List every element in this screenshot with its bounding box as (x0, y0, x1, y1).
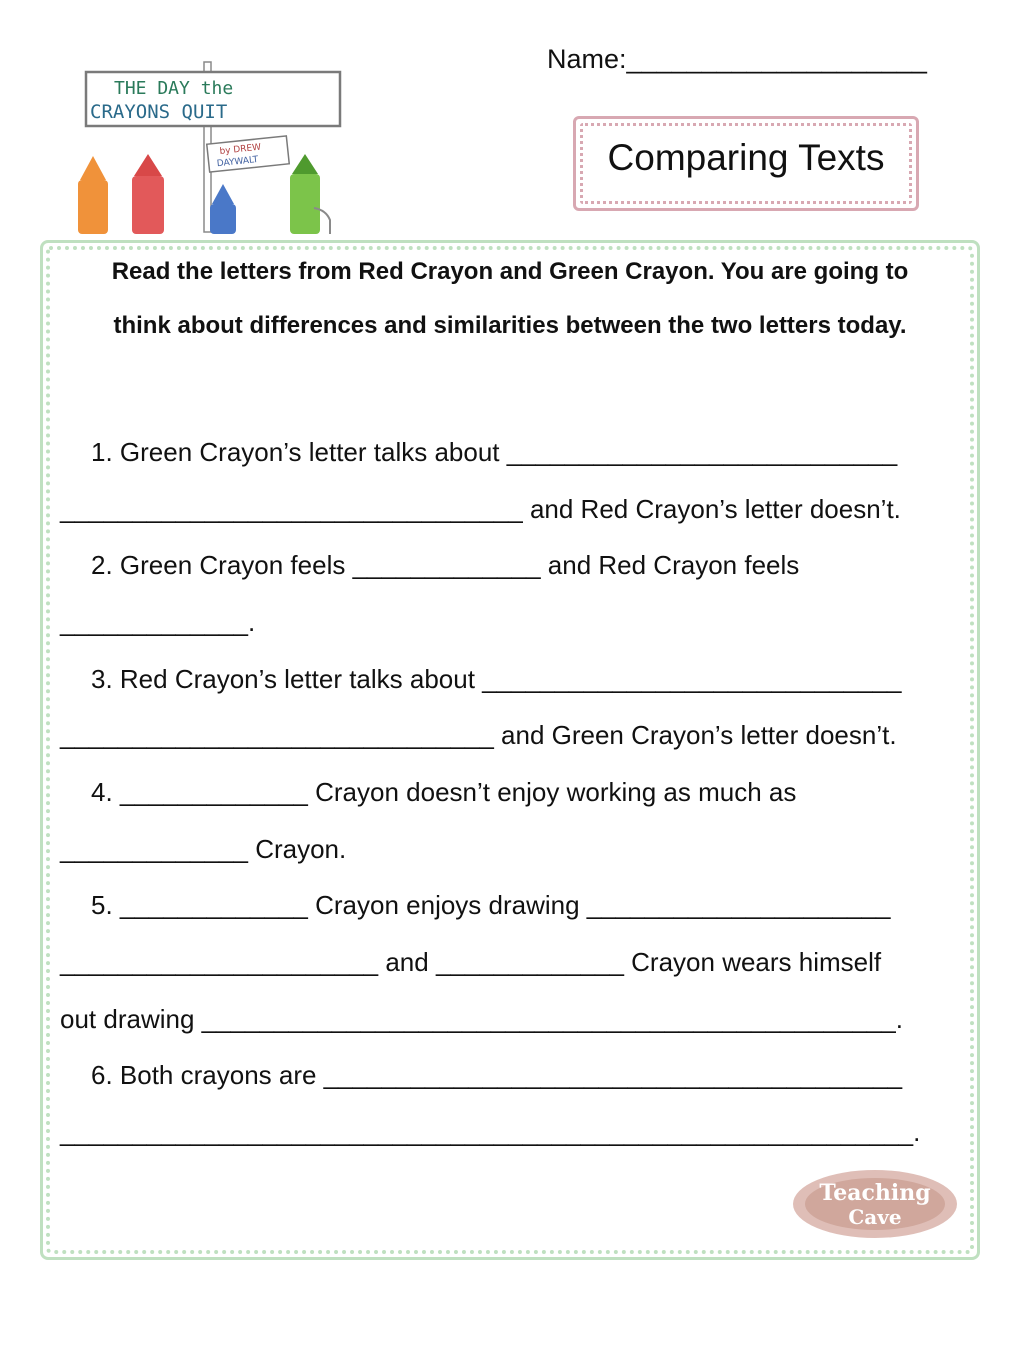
question-2-line-1[interactable]: 2. Green Crayon feels _____________ and Red Crayon feels (91, 550, 800, 580)
question-1-line-1[interactable]: 1. Green Crayon’s letter talks about ___________________________ (91, 437, 898, 467)
teaching-cave-logo (790, 1166, 960, 1242)
question-3-line-2[interactable]: ______________________________ and Green Crayon’s letter doesn’t. (60, 720, 897, 750)
green-crayon-icon (290, 154, 320, 234)
question-4-line-2[interactable]: _____________ Crayon. (60, 834, 347, 864)
svg-text:Cave: Cave (848, 1205, 902, 1229)
svg-text:DAYWALT: DAYWALT (216, 154, 259, 170)
book-cover-logo (74, 58, 346, 234)
svg-text:Teaching: Teaching (819, 1180, 931, 1206)
title-box (573, 116, 919, 211)
instructions-line-2: think about differences and similarities between the two letters today. (113, 312, 907, 339)
svg-text:CRAYONS QUIT: CRAYONS QUIT (90, 101, 228, 123)
orange-crayon-icon (78, 156, 108, 234)
question-1-line-2[interactable]: ________________________________ and Red Crayon’s letter doesn’t. (60, 494, 901, 524)
question-3-line-1[interactable]: 3. Red Crayon’s letter talks about _____________________________ (91, 664, 902, 694)
blue-crayon-icon (210, 184, 236, 234)
name-field[interactable]: Name:____________________ (547, 44, 927, 74)
question-5-line-3[interactable]: out drawing ________________________________________________. (60, 1004, 903, 1034)
red-crayon-icon (132, 154, 164, 234)
svg-text:by DREW: by DREW (219, 142, 262, 157)
question-6-line-1[interactable]: 6. Both crayons are ________________________________________ (91, 1060, 903, 1090)
instructions-line-1: Read the letters from Red Crayon and Green Crayon. You are going to (111, 258, 909, 285)
question-4-line-1[interactable]: 4. _____________ Crayon doesn’t enjoy working as much as (91, 777, 797, 807)
question-6-line-2[interactable]: ___________________________________________________________. (60, 1117, 921, 1147)
page-title: Comparing Texts (607, 137, 885, 178)
question-5-line-2[interactable]: ______________________ and _____________ Crayon wears himself (60, 947, 882, 977)
svg-text:THE DAY the: THE DAY the (114, 78, 234, 99)
question-5-line-1[interactable]: 5. _____________ Crayon enjoys drawing _____________________ (91, 890, 891, 920)
question-2-line-2[interactable]: _____________. (60, 607, 256, 637)
